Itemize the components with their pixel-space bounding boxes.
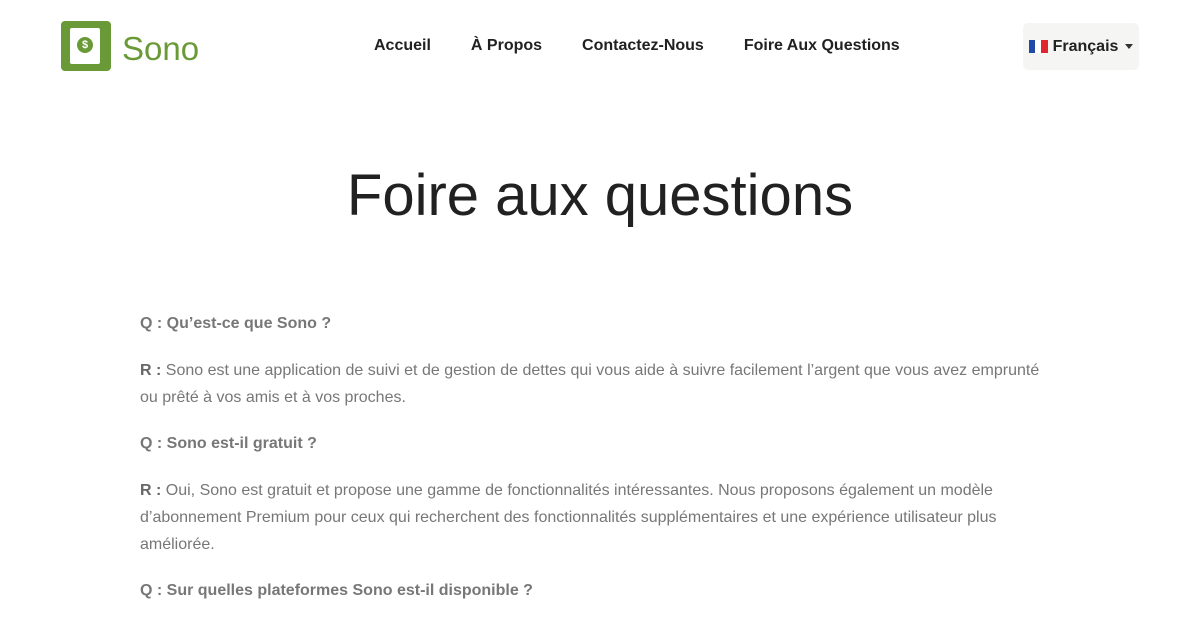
faq-answer bbox=[140, 477, 1060, 558]
nav-accueil[interactable]: Accueil bbox=[374, 37, 431, 54]
answer-text: Oui, Sono est gratuit et propose une gamme de fonctionnalités intéressantes. Nous proposons également un modèle d’abonnement Premium pour ceux qui recherchent des fonctionnalités supplémentaires et une expérience utilisateur plus améliorée. bbox=[140, 482, 997, 553]
caret-down-icon bbox=[1125, 44, 1133, 49]
answer-prefix: R : bbox=[140, 362, 162, 379]
language-label: Français bbox=[1052, 37, 1119, 55]
faq-question: Q : Qu’est-ce que Sono ? bbox=[140, 315, 332, 332]
language-dropdown[interactable] bbox=[1023, 23, 1139, 70]
brand-name: Sono bbox=[122, 30, 200, 67]
faq-question: Q : Sur quelles plateformes Sono est-il disponible ? bbox=[140, 582, 533, 599]
page-title: Foire aux questions bbox=[346, 163, 854, 228]
answer-prefix: R : bbox=[140, 482, 162, 499]
flag-france-icon bbox=[1029, 40, 1048, 53]
answer-text: Sono est une application de suivi et de gestion de dettes qui vous aide à suivre facilement l’argent que vous avez emprunté ou prêté à vos amis et à vos proches. bbox=[140, 362, 1040, 406]
main-nav bbox=[374, 37, 900, 55]
nav-faq[interactable]: Foire Aux Questions bbox=[743, 37, 900, 54]
wallet-logo-icon: $ bbox=[61, 21, 111, 71]
faq-list bbox=[140, 310, 1060, 624]
faq-answer bbox=[140, 357, 1060, 411]
faq-question: Q : Sono est-il gratuit ? bbox=[140, 435, 317, 452]
brand-logo[interactable] bbox=[61, 21, 199, 71]
nav-contact[interactable]: Contactez-Nous bbox=[582, 37, 704, 54]
nav-a-propos[interactable]: À Propos bbox=[470, 37, 543, 54]
